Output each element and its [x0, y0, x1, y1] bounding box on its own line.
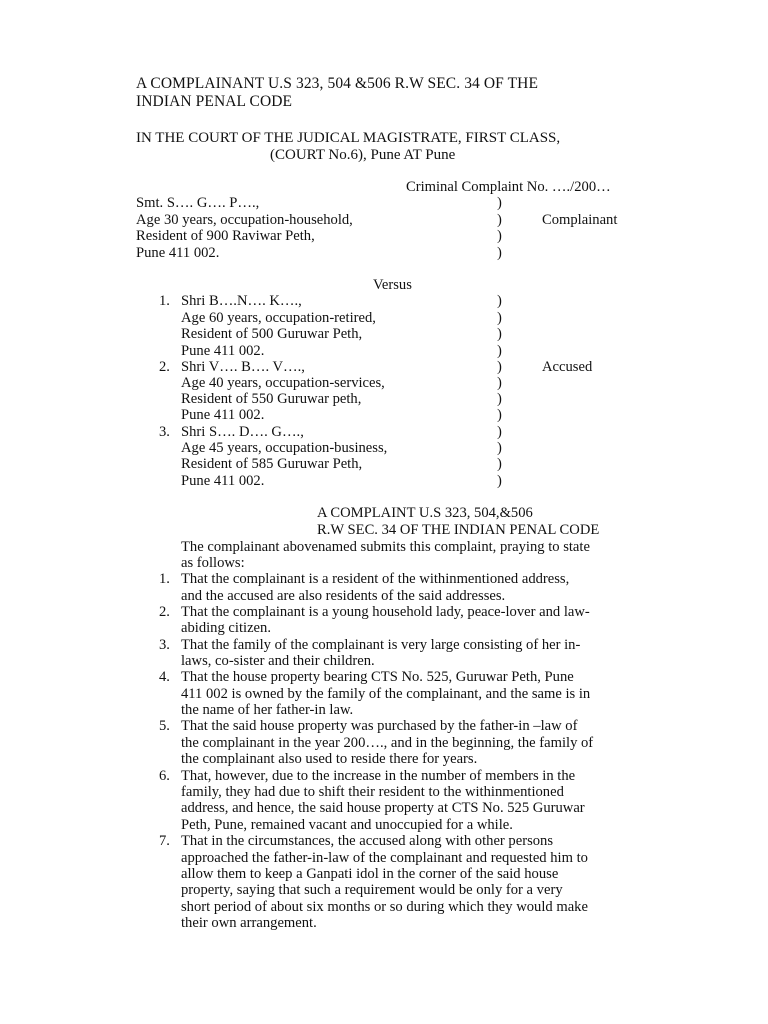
accused-line: Age 45 years, occupation-business, — [181, 440, 388, 456]
paragraph-number: 4. — [159, 669, 170, 685]
bracket-mark: ) — [497, 424, 502, 440]
paragraph-line: abiding citizen. — [181, 620, 271, 636]
complainant-role-label: Complainant — [542, 212, 618, 228]
complaint-subtitle-line-2: R.W SEC. 34 OF THE INDIAN PENAL CODE — [317, 522, 600, 538]
paragraph-line: Peth, Pune, remained vacant and unoccupied for a while. — [181, 817, 513, 833]
paragraph-line: and the accused are also residents of the said addresses. — [181, 588, 506, 604]
intro-line: The complainant abovenamed submits this complaint, praying to state — [181, 539, 590, 555]
complainant-line: Pune 411 002. — [136, 245, 220, 261]
accused-line: Pune 411 002. — [181, 343, 265, 359]
accused-line: Resident of 585 Guruwar Peth, — [181, 456, 363, 472]
bracket-mark: ) — [497, 343, 502, 359]
accused-line: Age 40 years, occupation-services, — [181, 375, 385, 391]
bracket-mark: ) — [497, 310, 502, 326]
paragraph-line: their own arrangement. — [181, 915, 317, 931]
accused-line: Pune 411 002. — [181, 473, 265, 489]
accused-line: Age 60 years, occupation-retired, — [181, 310, 376, 326]
paragraph-line: property, saying that such a requirement would be only for a very — [181, 882, 563, 898]
accused-line: Shri B….N…. K…., — [181, 293, 302, 309]
bracket-mark: ) — [497, 391, 502, 407]
accused-line: Shri V…. B…. V…., — [181, 359, 305, 375]
complaint-number: Criminal Complaint No. …./200… — [406, 179, 611, 195]
paragraph-line: address, and hence, the said house property at CTS No. 525 Guruwar — [181, 800, 585, 816]
accused-number: 2. — [159, 359, 170, 375]
accused-number: 3. — [159, 424, 170, 440]
complaint-subtitle-line-1: A COMPLAINT U.S 323, 504,&506 — [317, 505, 533, 521]
complainant-line: Resident of 900 Raviwar Peth, — [136, 228, 315, 244]
paragraph-number: 2. — [159, 604, 170, 620]
paragraph-line: That, however, due to the increase in the number of members in the — [181, 768, 576, 784]
versus-label: Versus — [373, 277, 412, 293]
paragraph-line: the name of her father-in law. — [181, 702, 354, 718]
complainant-line: Smt. S…. G…. P…., — [136, 195, 260, 211]
paragraph-line: That the complainant is a young household lady, peace-lover and law- — [181, 604, 590, 620]
accused-line: Resident of 500 Guruwar Peth, — [181, 326, 363, 342]
bracket-mark: ) — [497, 326, 502, 342]
court-heading-line-1: IN THE COURT OF THE JUDICAL MAGISTRATE, FIRST CLASS, — [136, 130, 561, 146]
paragraph-line: allow them to keep a Ganpati idol in the corner of the said house — [181, 866, 559, 882]
paragraph-line: That the house property bearing CTS No. 525, Guruwar Peth, Pune — [181, 669, 574, 685]
paragraph-line: the complainant in the year 200…., and in the beginning, the family of — [181, 735, 594, 751]
accused-role-label: Accused — [542, 359, 593, 375]
bracket-mark: ) — [497, 293, 502, 309]
intro-line: as follows: — [181, 555, 245, 571]
bracket-mark: ) — [497, 212, 502, 228]
bracket-mark: ) — [497, 440, 502, 456]
paragraph-line: short period of about six months or so during which they would make — [181, 899, 588, 915]
bracket-mark: ) — [497, 195, 502, 211]
paragraph-number: 1. — [159, 571, 170, 587]
paragraph-line: That the said house property was purchased by the father-in –law of — [181, 718, 578, 734]
bracket-mark: ) — [497, 359, 502, 375]
court-heading-line-2: (COURT No.6), Pune AT Pune — [270, 147, 456, 163]
paragraph-number: 5. — [159, 718, 170, 734]
accused-line: Resident of 550 Guruwar peth, — [181, 391, 362, 407]
paragraph-line: 411 002 is owned by the family of the complainant, and the same is in — [181, 686, 591, 702]
bracket-mark: ) — [497, 473, 502, 489]
paragraph-number: 6. — [159, 768, 170, 784]
bracket-mark: ) — [497, 375, 502, 391]
accused-number: 1. — [159, 293, 170, 309]
paragraph-line: the complainant also used to reside there for years. — [181, 751, 478, 767]
bracket-mark: ) — [497, 456, 502, 472]
document-title-line-2: INDIAN PENAL CODE — [136, 93, 293, 110]
paragraph-line: That the complainant is a resident of the withinmentioned address, — [181, 571, 570, 587]
paragraph-line: laws, co-sister and their children. — [181, 653, 375, 669]
complainant-line: Age 30 years, occupation-household, — [136, 212, 353, 228]
paragraph-number: 3. — [159, 637, 170, 653]
document-title-line-1: A COMPLAINANT U.S 323, 504 &506 R.W SEC. 34 OF THE — [136, 75, 539, 92]
accused-line: Pune 411 002. — [181, 407, 265, 423]
paragraph-number: 7. — [159, 833, 170, 849]
paragraph-line: family, they had due to shift their resident to the withinmentioned — [181, 784, 564, 800]
paragraph-line: That the family of the complainant is very large consisting of her in- — [181, 637, 581, 653]
paragraph-line: approached the father-in-law of the complainant and requested him to — [181, 850, 588, 866]
bracket-mark: ) — [497, 228, 502, 244]
bracket-mark: ) — [497, 245, 502, 261]
bracket-mark: ) — [497, 407, 502, 423]
accused-line: Shri S…. D…. G…., — [181, 424, 304, 440]
paragraph-line: That in the circumstances, the accused along with other persons — [181, 833, 554, 849]
